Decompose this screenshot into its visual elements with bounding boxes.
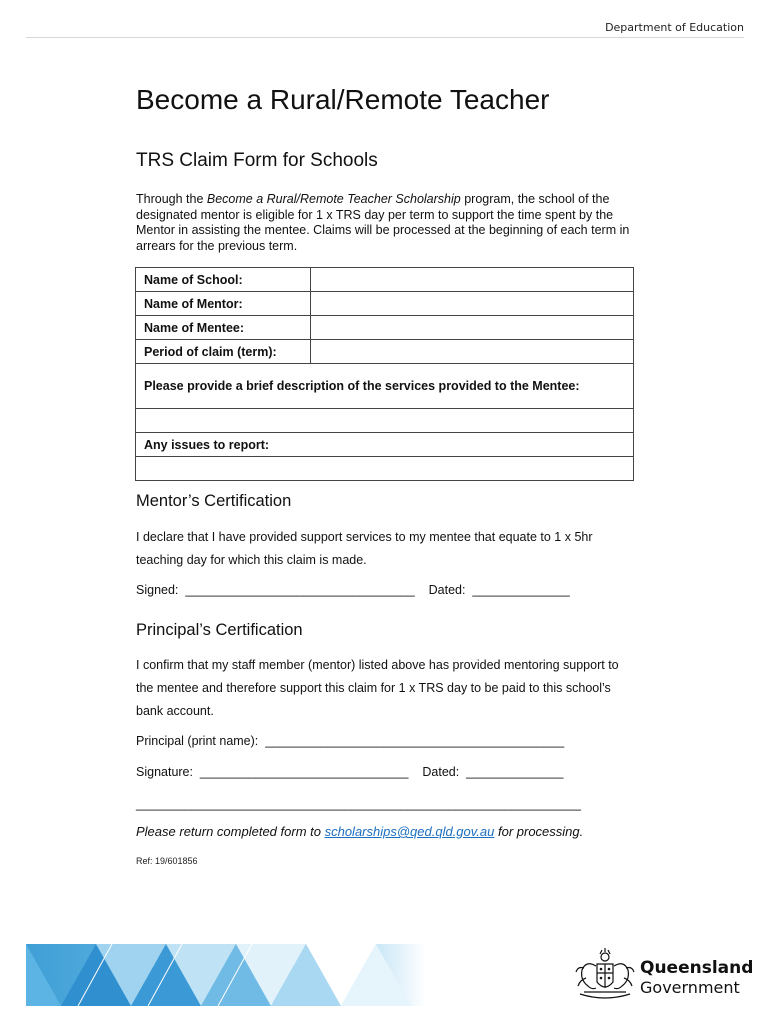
intro-suffix: program, the school of the designated mentor is eligible for 1 x TRS day per term to support the time spent by the Mentor in assisting the mentee. Claims will be processed at the beginning of each term in arrears for the previous term. [136, 192, 630, 253]
claim-period-field[interactable] [311, 340, 634, 364]
table-row [136, 268, 634, 292]
claim-table [135, 267, 634, 481]
form-subtitle: TRS Claim Form for Schools [136, 150, 378, 171]
intro-prefix: Through the [136, 192, 207, 206]
return-note [136, 824, 583, 839]
mentor-name-field[interactable] [311, 292, 634, 316]
table-row [136, 316, 634, 340]
principal-name-line[interactable]: Principal (print name): ___________________________________________ [136, 734, 565, 748]
email-link[interactable]: scholarships@qed.qld.gov.au [324, 824, 495, 839]
issues-field[interactable] [136, 457, 634, 481]
logo-line-queensland: Queensland [640, 958, 754, 978]
table-row [136, 457, 634, 481]
claim-period-label: Period of claim (term): [136, 340, 311, 364]
mentee-name-label: Name of Mentee: [136, 316, 311, 340]
principal-cert-heading: Principal’s Certification [136, 621, 303, 639]
intro-paragraph [136, 192, 636, 254]
principal-signature-line[interactable]: Signature: ______________________________ Dated: ______________ [136, 765, 564, 779]
table-row [136, 292, 634, 316]
table-row [136, 433, 634, 457]
reference-number: Ref: 19/601856 [136, 856, 198, 866]
mentor-cert-heading: Mentor’s Certification [136, 492, 292, 510]
queensland-government-logo [640, 958, 753, 998]
logo-line-government: Government [640, 978, 740, 997]
mentor-signed-line[interactable]: Signed: _________________________________ Dated: ______________ [136, 583, 570, 597]
principal-cert-text: I confirm that my staff member (mentor) listed above has provided mentoring support to the mentee and therefore support this claim for 1 x TRS day to be paid to this school’s bank account. [136, 658, 619, 718]
mentor-cert-text: I declare that I have provided support services to my mentee that equate to 1 x 5hr teaching day for which this claim is made. [136, 530, 593, 567]
queensland-crest-icon [574, 948, 636, 1004]
program-name: Become a Rural/Remote Teacher Scholarship [206, 192, 461, 206]
return-note-suffix: for processing. [494, 824, 584, 839]
school-name-label: Name of School: [136, 268, 311, 292]
page-title: Become a Rural/Remote Teacher [136, 84, 550, 115]
school-name-field[interactable] [311, 268, 634, 292]
header-rule [26, 37, 744, 38]
issues-label: Any issues to report: [136, 433, 634, 457]
divider-line: ________________________________________________________________ [136, 797, 581, 811]
table-row [136, 364, 634, 409]
services-description-field[interactable] [136, 409, 634, 433]
mentor-name-label: Name of Mentor: [136, 292, 311, 316]
table-row [136, 409, 634, 433]
table-row [136, 340, 634, 364]
services-description-label: Please provide a brief description of the services provided to the Mentee: [136, 364, 634, 409]
header-department: Department of Education [605, 21, 744, 34]
return-note-prefix: Please return completed form to [136, 824, 325, 839]
footer-triangle-pattern [26, 944, 426, 1006]
mentee-name-field[interactable] [311, 316, 634, 340]
